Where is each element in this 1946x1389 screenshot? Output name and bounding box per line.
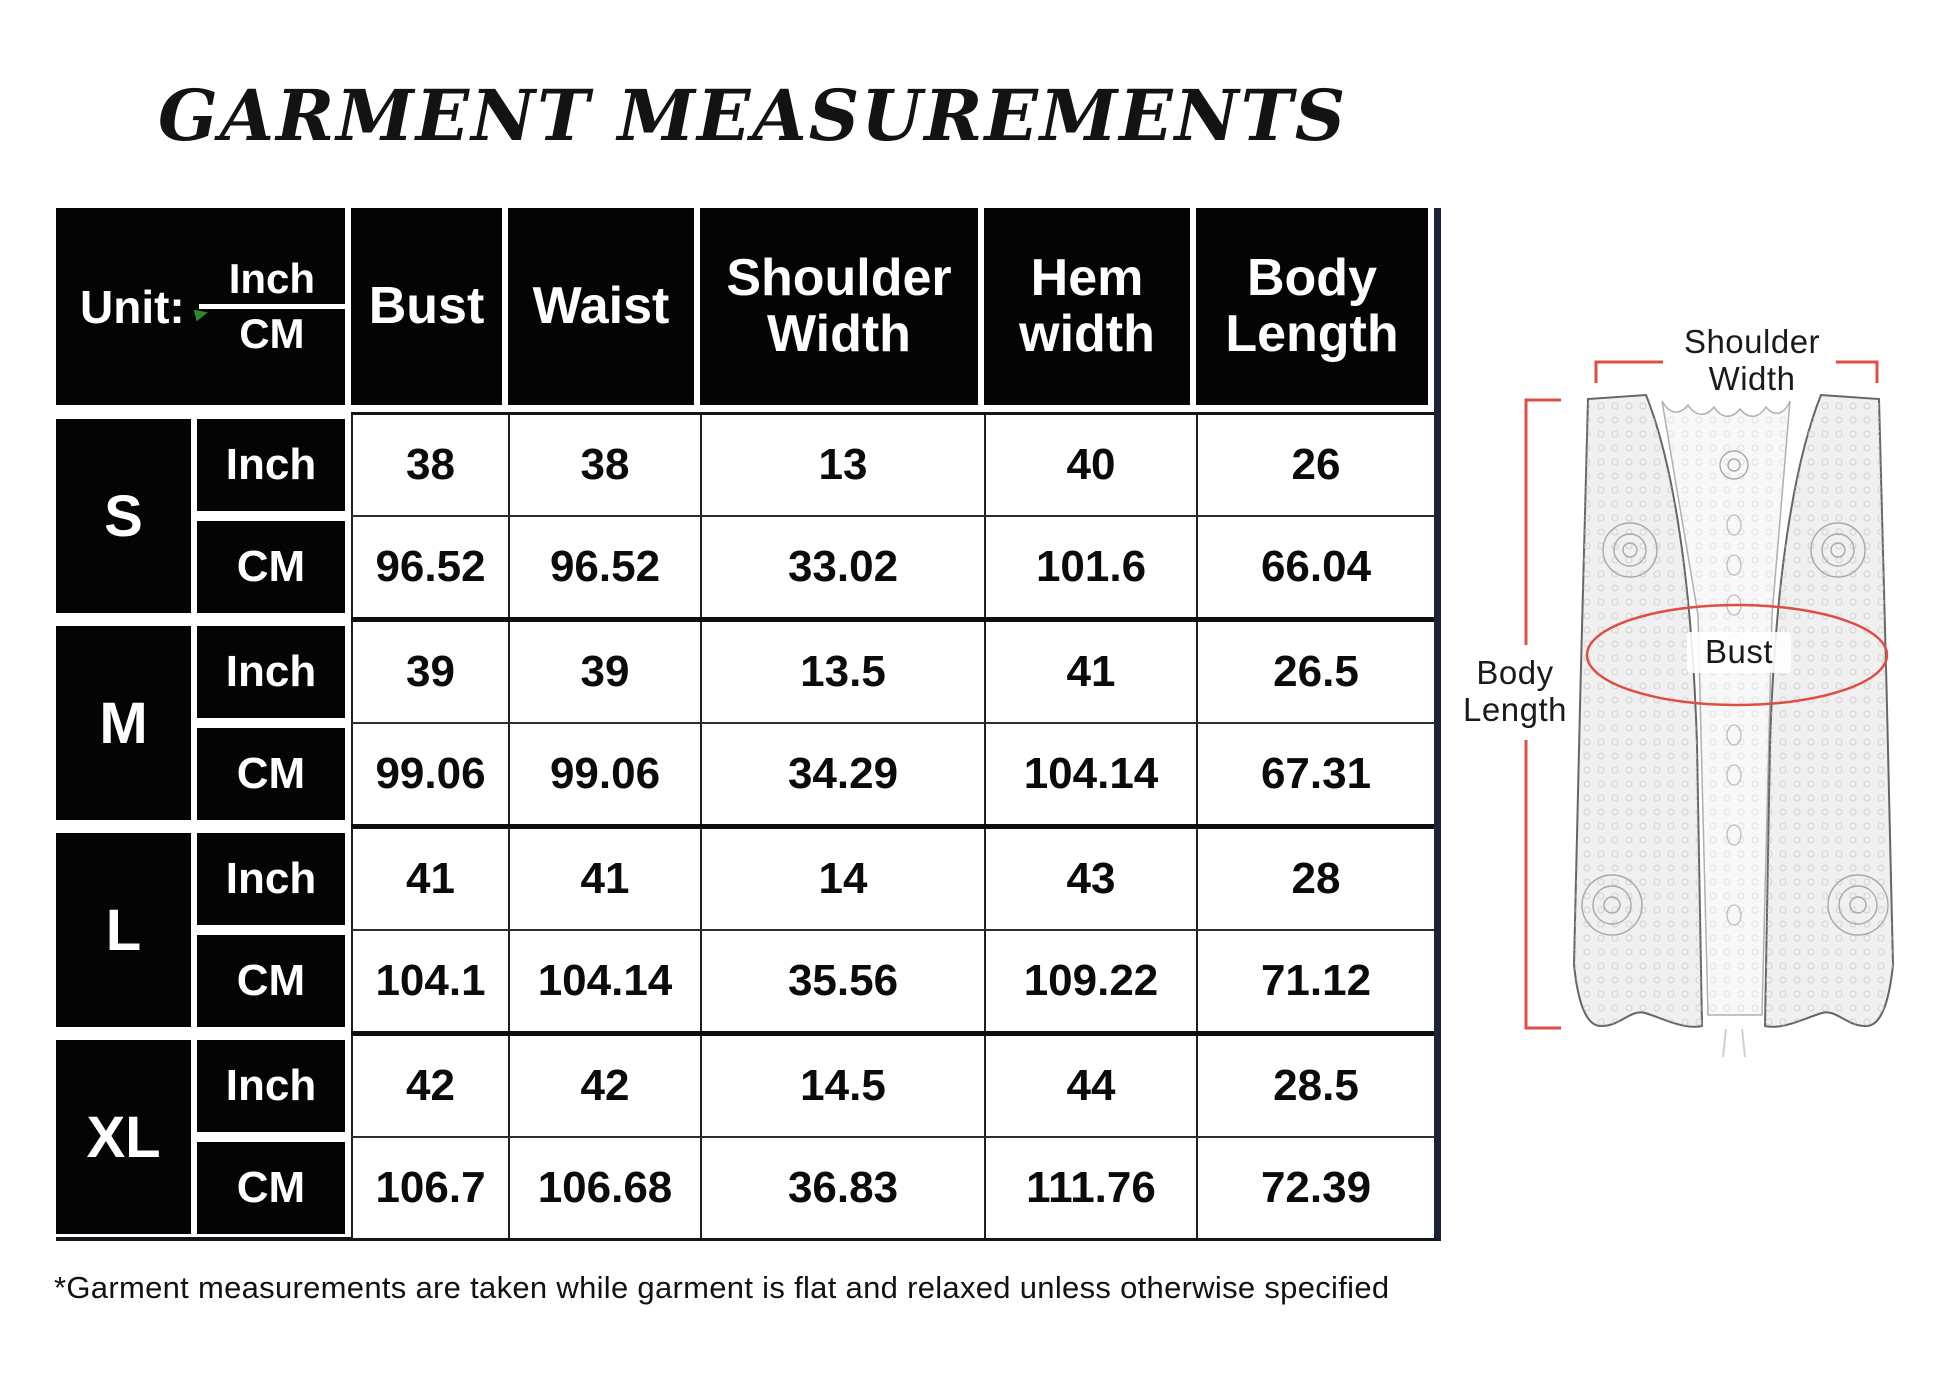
- cell-xl-cm-waist: 106.68: [508, 1138, 700, 1238]
- row-unit-cm: CM: [197, 521, 345, 613]
- column-header-waist: [508, 208, 694, 405]
- row-unit-inch: Inch: [197, 626, 345, 718]
- row-unit-inch: Inch: [197, 419, 345, 511]
- body-length-label-line1: Body: [1476, 654, 1554, 691]
- column-header-shoulder-width: [700, 208, 978, 405]
- fraction-line: [199, 304, 345, 309]
- page-title: GARMENT MEASUREMENTS: [158, 74, 1348, 157]
- size-label-m: M: [56, 626, 191, 820]
- body-length-line-bottom: [1526, 740, 1561, 1028]
- cell-s-cm-body: 66.04: [1196, 517, 1434, 617]
- cell-xl-cm-shoulder: 36.83: [700, 1138, 984, 1238]
- hem-tassels: [1723, 1029, 1745, 1057]
- row-unit-cm: CM: [197, 728, 345, 820]
- row-unit-cm: CM: [197, 935, 345, 1027]
- cell-m-cm-bust: 99.06: [351, 724, 508, 824]
- cell-m-inch-shoulder: 13.5: [700, 622, 984, 722]
- column-header-label: Width: [767, 304, 911, 363]
- body-length-label-line2: Length: [1463, 690, 1567, 728]
- body-length-label: [1425, 655, 1605, 729]
- column-header-label: Bust: [368, 276, 485, 335]
- cell-s-inch-waist: 38: [508, 415, 700, 515]
- shoulder-width-label-line1: Shoulder: [1683, 323, 1821, 360]
- cell-l-cm-bust: 104.1: [351, 931, 508, 1031]
- column-header-label: Shoulder: [726, 249, 952, 308]
- size-label-s: S: [56, 419, 191, 613]
- unit-inch-label: Inch: [228, 254, 316, 302]
- cell-s-inch-shoulder: 13: [700, 415, 984, 515]
- cell-m-inch-waist: 39: [508, 622, 700, 722]
- cell-s-cm-waist: 96.52: [508, 517, 700, 617]
- cell-l-cm-body: 71.12: [1196, 931, 1434, 1031]
- cell-m-cm-body: 67.31: [1196, 724, 1434, 824]
- unit-fraction: [199, 254, 345, 357]
- row-unit-inch: Inch: [197, 1040, 345, 1132]
- cell-m-inch-bust: 39: [351, 622, 508, 722]
- cell-l-inch-shoulder: 14: [700, 829, 984, 929]
- row-unit-cm: CM: [197, 1142, 345, 1234]
- cell-xl-inch-shoulder: 14.5: [700, 1036, 984, 1136]
- cell-l-cm-shoulder: 35.56: [700, 931, 984, 1031]
- column-header-label: Body: [1246, 249, 1377, 308]
- cell-s-cm-shoulder: 33.02: [700, 517, 984, 617]
- row-unit-inch: Inch: [197, 833, 345, 925]
- bust-label: Bust: [1687, 632, 1791, 673]
- cell-xl-inch-waist: 42: [508, 1036, 700, 1136]
- cell-m-inch-hem: 41: [984, 622, 1196, 722]
- cell-m-cm-hem: 104.14: [984, 724, 1196, 824]
- cell-m-cm-waist: 99.06: [508, 724, 700, 824]
- cell-l-inch-hem: 43: [984, 829, 1196, 929]
- column-header-label: width: [1019, 304, 1155, 363]
- unit-header-cell: [56, 208, 345, 405]
- cell-xl-inch-hem: 44: [984, 1036, 1196, 1136]
- cell-xl-cm-body: 72.39: [1196, 1138, 1434, 1238]
- vest-right-texture: [1765, 395, 1893, 1027]
- cell-s-inch-hem: 40: [984, 415, 1196, 515]
- cell-xl-cm-hem: 111.76: [984, 1138, 1196, 1238]
- cell-xl-inch-body: 28.5: [1196, 1036, 1434, 1136]
- cell-s-cm-bust: 96.52: [351, 517, 508, 617]
- size-label-xl: XL: [56, 1040, 191, 1234]
- column-header-bust: [351, 208, 502, 405]
- cell-l-cm-hem: 109.22: [984, 931, 1196, 1031]
- column-header-label: Waist: [532, 276, 670, 335]
- column-header-hem-width: [984, 208, 1190, 405]
- cell-l-inch-bust: 41: [351, 829, 508, 929]
- cell-m-cm-shoulder: 34.29: [700, 724, 984, 824]
- cell-l-cm-waist: 104.14: [508, 931, 700, 1031]
- cell-m-inch-body: 26.5: [1196, 622, 1434, 722]
- unit-label: Unit:: [80, 280, 185, 333]
- body-length-line-top: [1526, 400, 1561, 645]
- cell-s-inch-body: 26: [1196, 415, 1434, 515]
- column-header-label: Length: [1225, 304, 1399, 363]
- cell-xl-inch-bust: 42: [351, 1036, 508, 1136]
- cell-s-inch-bust: 38: [351, 415, 508, 515]
- unit-cm-label: CM: [239, 310, 305, 357]
- cell-l-inch-waist: 41: [508, 829, 700, 929]
- cell-xl-cm-bust: 106.7: [351, 1138, 508, 1238]
- size-label-l: L: [56, 833, 191, 1027]
- size-chart-table: [56, 208, 1441, 1241]
- column-header-body-length: [1196, 208, 1428, 405]
- footnote: *Garment measurements are taken while garment is flat and relaxed unless otherwise specified: [54, 1270, 1390, 1305]
- column-header-label: Hem: [1030, 249, 1144, 308]
- shoulder-width-label: [1642, 324, 1862, 398]
- shoulder-width-label-line2: Width: [1708, 359, 1796, 397]
- cell-l-inch-body: 28: [1196, 829, 1434, 929]
- cell-s-cm-hem: 101.6: [984, 517, 1196, 617]
